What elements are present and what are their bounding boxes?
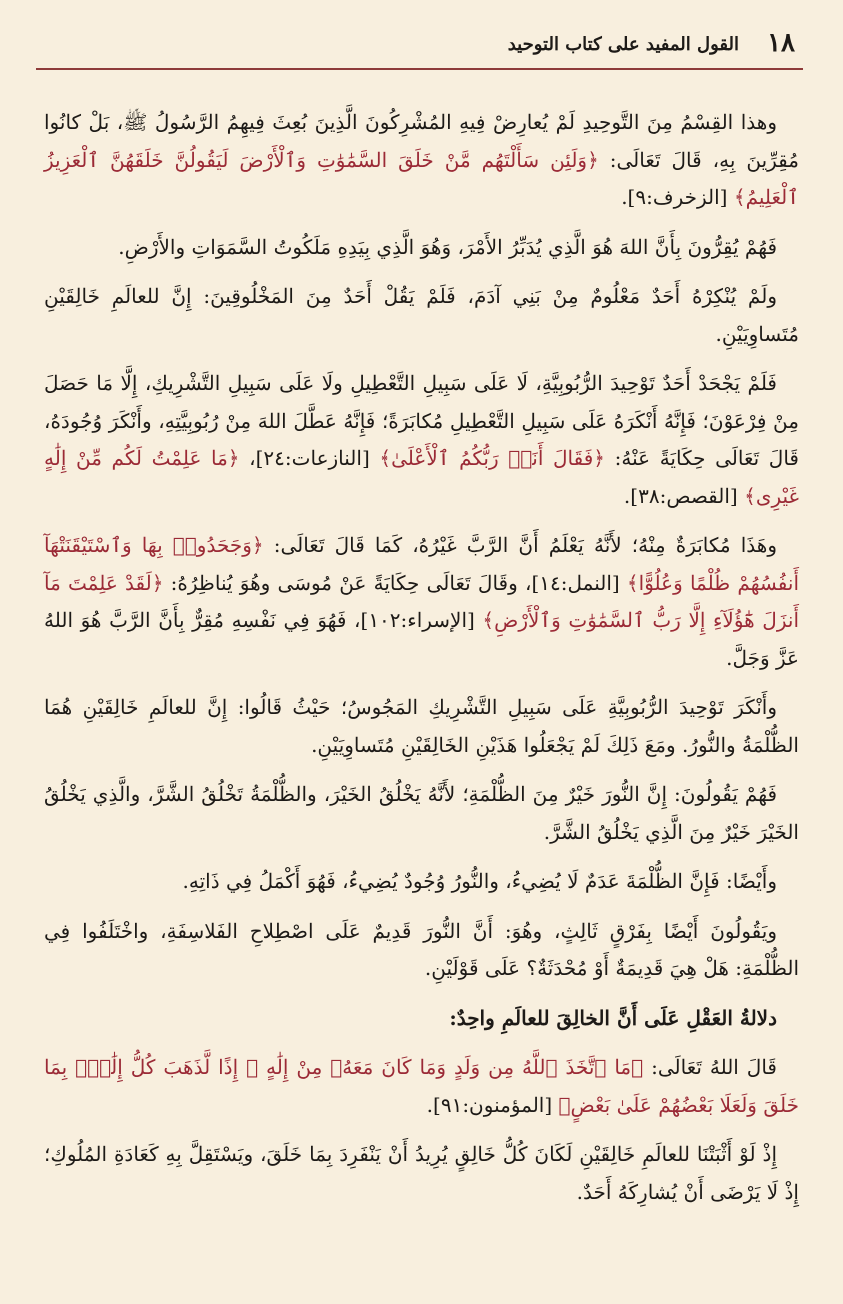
verse-reference: [المؤمنون:٩١]. — [426, 1092, 559, 1117]
quran-verse: ﴿مَا ٱتَّخَذَ ٱللَّهُ مِن وَلَدٍ وَمَا كَانَ مَعَهُۥ مِنْ إِلَٰهٍ ۚ إِذًا لَّذَهَبَ كُلُّ إِلَٰهٍۭ بِمَا خَلَقَ وَلَعَلَا بَعْضُهُمْ عَلَىٰ بَعْضٍ﴾ — [44, 1055, 799, 1117]
text-run: فَلَمْ يَجْحَدْ أَحَدٌ تَوْحِيدَ الرُّبُوبِيَّةِ، لَا عَلَى سَبِيلِ التَّعْطِيلِ ولَا عَلَى سَبِيلِ التَّشْرِيكِ، إِلَّا مَا حَصَلَ مِنْ فِرْعَوْنَ؛ فَإِنَّهُ أَنْكَرَهُ عَلَى سَبِيلِ التَّعْطِيلِ مُكابَرَةً؛ فَإِنَّهُ عَطَّلَ اللهَ مِنْ رُبُوبِيَّتِهِ، وأَنْكَرَ وُجُودَهُ، قَالَ تَعَالَى حِكَايَةً عَنْهُ: — [44, 371, 799, 470]
paragraph-11: إِذْ لَوْ أَثْبَتْنَا للعالَمِ خَالِقَيْنِ لَكَانَ كُلُّ خَالِقٍ يُرِيدُ أَنْ يَنْفَرِدَ بِمَا خَلَقَ، ويَسْتَقِلَّ بِهِ كَعَادَةِ المُلُوكِ؛ إِذْ لَا يَرْضَى أَنْ يُشارِكَهُ أَحَدٌ. — [44, 1142, 799, 1204]
header-rule — [36, 68, 803, 70]
paragraph-6: وأَنْكَرَ تَوْحِيدَ الرُّبُوبِيَّةِ عَلَى سَبِيلِ التَّشْرِيكِ المَجُوسُ؛ حَيْثُ قَالُوا: إِنَّ للعالَمِ خَالِقَيْنِ هُمَا الظُّلْمَةُ والنُّورُ. ومَعَ ذَلِكَ لَمْ يَجْعَلُوا هَذَيْنِ الخَالِقَيْنِ مُتَساوِيَيْنِ. — [44, 695, 799, 757]
verse-reference: [النمل:١٤]، وقَالَ تَعَالَى حِكَايَةً عَنْ مُوسَى وهُوَ يُناظِرُهُ: — [163, 570, 627, 595]
text-run: قَالَ اللهُ تَعَالَى: — [643, 1055, 777, 1079]
running-title: القول المفيد على كتاب التوحيد — [507, 34, 739, 55]
page-header — [36, 26, 803, 70]
paragraph-5 — [44, 527, 799, 677]
verse-reference: [الزخرف:٩]. — [621, 185, 734, 209]
text-run: وهَذَا مُكابَرَةٌ مِنْهُ؛ لأَنَّهُ يَعْلَمُ أَنَّ الرَّبَّ غَيْرُهُ، كَمَا قَالَ تَعَالَى: — [263, 533, 778, 557]
paragraph-4 — [44, 365, 799, 515]
paragraph-7: فَهُمْ يَقُولُونَ: إِنَّ النُّورَ خَيْرٌ مِنَ الظُّلْمَةِ؛ لأَنَّهُ يَخْلُقُ الخَيْرَ، والظُّلْمَةُ تَخْلُقُ الشَّرَّ، والَّذِي يَخْلُقُ الخَيْرَ خَيْرٌ مِنَ الَّذِي يَخْلُقُ الشَّرَّ. — [44, 782, 799, 844]
paragraph-9: ويَقُولُونَ أَيْضًا بِفَرْقٍ ثَالِثٍ، وهُوَ: أَنَّ النُّورَ قَدِيمٌ عَلَى اصْطِلاحِ الفَلاسِفَةِ، واخْتَلَفُوا فِي الظُّلْمَةِ: هَلْ هِيَ قَدِيمَةٌ أَوْ مُحْدَثَةٌ؟ عَلَى قَوْلَيْنِ. — [44, 918, 799, 980]
verse-reference: [النازعات:٢٤]، — [239, 446, 380, 470]
paragraph-2: فَهُمْ يُقِرُّونَ بِأَنَّ اللهَ هُوَ الَّذِي يُدَبِّرُ الأَمْرَ، وَهُوَ الَّذِي بِيَدِهِ مَلَكُوتُ السَّمَوَاتِ والأَرْضِ. — [118, 234, 777, 259]
paragraph-10 — [44, 1049, 799, 1124]
paragraph-8: وأَيْضًا: فَإِنَّ الظُّلْمَةَ عَدَمٌ لَا يُضِيءُ، والنُّورُ وُجُودٌ يُضِيءُ، فَهُوَ أَكْمَلُ فِي ذَاتِهِ. — [182, 869, 777, 893]
quran-verse: ﴿وَجَحَدُوا۟ بِهَا وَٱسْتَيْقَنَتْهَآ أَنفُسُهُمْ ظُلْمًا وَعُلُوًّا﴾ — [44, 533, 800, 595]
paragraph-3: ولَمْ يُنْكِرْهُ أَحَدٌ مَعْلُومٌ مِنْ بَنِي آدَمَ، فَلَمْ يَقُلْ أَحَدٌ مِنَ المَخْلُوقِينَ: إِنَّ للعالَمِ خَالِقَيْنِ مُتَساوِيَيْنِ. — [44, 284, 799, 346]
quran-verse: ﴿وَلَئِن سَأَلْتَهُم مَّنْ خَلَقَ السَّمَٰوَٰتِ وَٱلْأَرْضَ لَيَقُولُنَّ خَلَقَهُنَّ ٱلْعَزِيزُ ٱلْعَلِيمُ﴾ — [44, 147, 799, 209]
verse-reference: [الإسراء:١٠٢]، فَهُوَ فِي نَفْسِهِ مُقِرٌّ بِأَنَّ الرَّبَّ هُوَ اللهُ عَزَّ وَجَلَّ. — [44, 608, 799, 670]
quran-verse: ﴿مَا عَلِمْتُ لَكُم مِّنْ إِلَٰهٍ غَيْرِى﴾ — [44, 446, 799, 508]
quran-verse: ﴿فَقَالَ أَنَا۠ رَبُّكُمُ ٱلْأَعْلَىٰ﴾ — [379, 446, 606, 470]
verse-reference: [القصص:٣٨]. — [623, 483, 745, 508]
page-number: ١٨ — [767, 28, 795, 58]
text-run: وهذا القِسْمُ مِنَ التَّوحِيدِ لَمْ يُعارِضْ فِيهِ المُشْرِكُونَ الَّذِينَ بُعِثَ فِيهِمُ الرَّسُولُ ﷺ، بَلْ كانُوا مُقِرِّينَ بِهِ، قَالَ تَعَالَى: — [44, 110, 800, 172]
paragraph-1 — [44, 104, 799, 217]
page-body — [44, 104, 799, 1223]
quran-verse: ﴿لَقَدْ عَلِمْتَ مَآ أَنزَلَ هَٰٓؤُلَآءِ إِلَّا رَبُّ ٱلسَّمَٰوَٰتِ وَٱلْأَرْضِ﴾ — [44, 570, 799, 632]
section-heading: دلالةُ العَقْلِ عَلَى أَنَّ الخالِقَ للعالَمِ واحِدٌ: — [449, 1005, 777, 1030]
